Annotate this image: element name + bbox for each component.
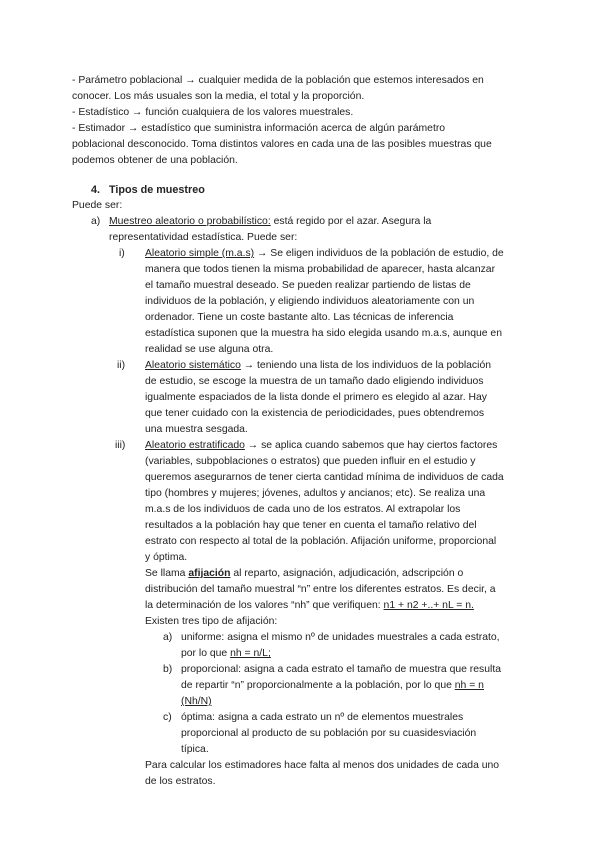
item-iii-text: queremos asegurarnos de tener cierta cantidad mínima de individuos de cada xyxy=(145,472,504,483)
item-iii-text: estrato con respecto al total de la población. Afijación uniforme, proporcional xyxy=(145,536,497,547)
afijacion-text: la determinación de los valores “nh” que verifiquen: n1 + n2 +..+ nL = n. xyxy=(145,600,474,611)
list-marker-a: a) xyxy=(91,216,101,227)
section-number: 4. xyxy=(91,184,101,196)
definition-parametro: - Parámetro poblacional → cualquier medida de la población que estemos interesados en xyxy=(72,75,484,86)
formula-sum: n1 + n2 +..+ nL = n. xyxy=(383,600,474,611)
definition-estadistico: - Estadístico → función cualquiera de los valores muestrales. xyxy=(72,107,354,118)
term-aleatorio-sistematico: Aleatorio sistemático xyxy=(145,360,241,371)
formula-uniforme: nh = n/L; xyxy=(230,648,271,659)
item-iii-text: y óptima. xyxy=(145,552,188,563)
term-muestreo-aleatorio: Muestreo aleatorio o probabilístico: xyxy=(109,216,271,227)
formula-proporcional: nh = n xyxy=(454,680,484,691)
closing-text: de los estratos. xyxy=(145,776,216,787)
sub-c-text: óptima: asigna a cada estrato un nº de elementos muestrales xyxy=(181,712,464,723)
item-i-text: manera que todos tienen la misma probabilidad de aparecer, hasta alcanzar xyxy=(145,264,496,275)
list-marker-sub-b: b) xyxy=(163,664,173,675)
sub-a-text: por lo que nh = n/L; xyxy=(181,648,271,659)
term-afijacion: afijación xyxy=(188,568,231,579)
list-item-iii: Aleatorio estratificado → se aplica cuando sabemos que hay ciertos factores xyxy=(145,440,498,451)
list-marker-iii: iii) xyxy=(115,440,126,451)
item-i-text: realidad se use alguna otra. xyxy=(145,344,274,355)
list-marker-sub-a: a) xyxy=(163,632,173,643)
definition-estimador: - Estimador → estadístico que suministra información acerca de algún parámetro xyxy=(72,123,446,134)
afijacion-text: Existen tres tipo de afijación: xyxy=(145,616,278,627)
sub-c-text: típica. xyxy=(181,744,209,755)
afijacion-definition: Se llama afijación al reparto, asignación, adjudicación, adscripción o xyxy=(145,568,464,579)
item-iii-text: m.a.s de los individuos de cada uno de los estratos. Al extrapolar los xyxy=(145,504,461,515)
section-title: Tipos de muestreo xyxy=(109,184,205,196)
item-i-text: el tamaño muestral deseado. Se pueden realizar partiendo de listas de xyxy=(145,280,471,291)
list-item-i: Aleatorio simple (m.a.s) → Se eligen individuos de la población de estudio, de xyxy=(145,248,504,259)
item-iii-text: tipo (hombres y mujeres; jóvenes, adultos y ancianos; etc). Se realiza una xyxy=(145,488,486,499)
intro-puede-ser: Puede ser: xyxy=(72,200,123,211)
item-i-text: individuos de la población, y eligiendo individuos aleatoriamente con un xyxy=(145,296,475,307)
afijacion-text: distribución del tamaño muestral “n” entre los diferentes estratos. Es decir, a xyxy=(145,584,496,595)
closing-text: Para calcular los estimadores hace falta al menos dos unidades de cada uno xyxy=(145,760,500,771)
definition-estimador-cont: poblacional desconocido. Toma distintos valores en cada una de las posibles muestras que xyxy=(72,139,492,150)
formula-proporcional-cont: (Nh/N) xyxy=(181,696,212,707)
term-aleatorio-estratificado: Aleatorio estratificado xyxy=(145,440,245,451)
item-ii-text: de estudio, se escoge la muestra de un tamaño dado eligiendo individuos xyxy=(145,376,484,387)
list-item-ii: Aleatorio sistemático → teniendo una lista de los individuos de la población xyxy=(145,360,491,371)
item-ii-text: igualmente espaciados de la lista donde el primero es elegido al azar. Hay xyxy=(145,392,487,403)
item-iii-text: (variables, subpoblaciones o estratos) que pueden influir en el estudio y xyxy=(145,456,476,467)
item-ii-text: una muestra sesgada. xyxy=(145,424,248,435)
item-a-text-cont: representatividad estadística. Puede ser: xyxy=(109,232,298,243)
item-ii-text: que tener cuidado con la existencia de periodicidades, pues obtendremos xyxy=(145,408,485,419)
list-marker-ii: ii) xyxy=(117,360,126,371)
sub-c-text: proporcional al producto de su población por su cuasidesviación xyxy=(181,728,477,739)
list-marker-i: i) xyxy=(119,248,125,259)
item-i-text: ordenador. Tiene un coste bastante alto. Las técnicas de inferencia xyxy=(145,312,454,323)
sub-a-text: uniforme: asigna el mismo nº de unidades muestrales a cada estrato, xyxy=(181,632,500,643)
definition-estimador-cont: podemos obtener de una población. xyxy=(72,155,238,166)
list-marker-sub-c: c) xyxy=(163,712,172,723)
sub-b-text: proporcional: asigna a cada estrato el tamaño de muestra que resulta xyxy=(181,664,501,675)
list-item-a xyxy=(109,214,431,230)
sub-b-text: de repartir “n” proporcionalmente a la población, por lo que nh = n xyxy=(181,680,484,691)
item-iii-text: resultados a la población hay que tener en cuenta el tamaño relativo del xyxy=(145,520,477,531)
definition-parametro-cont: conocer. Los más usuales son la media, el total y la proporción. xyxy=(72,91,365,102)
sub-b-text xyxy=(181,694,212,710)
item-i-text: estadística suponen que la muestra ha sido elegida usando m.a.s, aunque en xyxy=(145,328,502,339)
item-a-text: está regido por el azar. Asegura la xyxy=(270,216,432,227)
term-aleatorio-simple: Aleatorio simple (m.a.s) xyxy=(145,248,255,259)
